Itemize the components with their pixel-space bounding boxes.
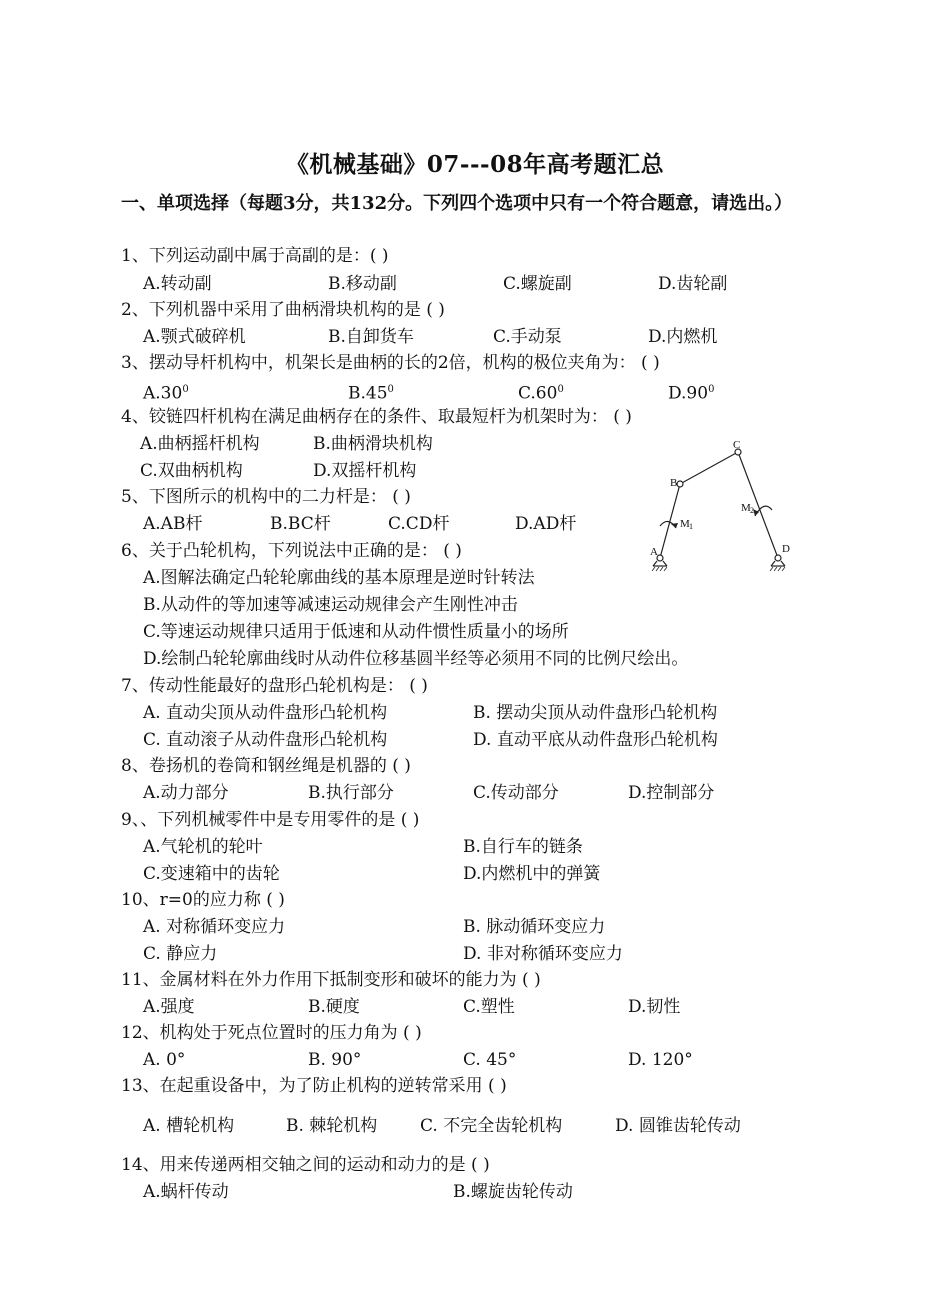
question-12-option-a: A. 0° bbox=[143, 1050, 186, 1070]
question-12-stem: 12、机构处于死点位置时的压力角为 ( ) bbox=[121, 1023, 422, 1043]
four-bar-linkage-diagram bbox=[640, 438, 800, 578]
label-d: D bbox=[782, 543, 790, 555]
question-14-option-b: B.螺旋齿轮传动 bbox=[453, 1182, 573, 1202]
question-12-option-b: B. 90° bbox=[308, 1050, 362, 1070]
degree-superscript: 0 bbox=[387, 384, 394, 395]
question-9-option-a: A.气轮机的轮叶 bbox=[143, 837, 263, 857]
question-14-stem: 14、用来传递两相交轴之间的运动和动力的是 ( ) bbox=[121, 1155, 490, 1175]
question-10-option-a: A. 对称循环变应力 bbox=[143, 917, 286, 937]
question-9-stem: 9、、下列机械零件中是专用零件的是 ( ) bbox=[121, 810, 420, 830]
question-2-option-b: B.自卸货车 bbox=[328, 327, 414, 347]
question-13-stem: 13、在起重设备中，为了防止机构的逆转常采用 ( ) bbox=[121, 1076, 507, 1096]
question-7-option-a: A. 直动尖顶从动件盘形凸轮机构 bbox=[143, 703, 388, 723]
question-6-option-b: B.从动件的等加速等减速运动规律会产生刚性冲击 bbox=[143, 595, 518, 615]
question-7-option-c: C. 直动滚子从动件盘形凸轮机构 bbox=[143, 730, 388, 750]
label-a: A bbox=[650, 546, 658, 558]
label-m2: M bbox=[741, 502, 751, 514]
question-7-stem: 7、传动性能最好的盘形凸轮机构是： ( ) bbox=[121, 676, 428, 696]
label-m1-sub: 1 bbox=[689, 522, 693, 531]
question-10-option-b: B. 脉动循环变应力 bbox=[463, 917, 606, 937]
question-9-option-d: D.内燃机中的弹簧 bbox=[463, 864, 601, 884]
question-5-stem: 5、下图所示的机构中的二力杆是： ( ) bbox=[121, 487, 411, 507]
question-5-option-c: C.CD杆 bbox=[388, 514, 450, 534]
joint-d bbox=[775, 555, 781, 561]
label-b: B bbox=[670, 477, 678, 489]
question-13-option-a: A. 槽轮机构 bbox=[143, 1116, 235, 1136]
question-2-option-c: C.手动泵 bbox=[493, 327, 562, 347]
question-7-option-d: D. 直动平底从动件盘形凸轮机构 bbox=[473, 730, 718, 750]
question-5-option-b: B.BC杆 bbox=[270, 514, 331, 534]
label-c: C bbox=[733, 439, 741, 451]
joint-b bbox=[677, 481, 683, 487]
question-1-option-c: C.螺旋副 bbox=[503, 274, 572, 294]
question-11-stem: 11、金属材料在外力作用下抵制变形和破坏的能力为 ( ) bbox=[121, 970, 541, 990]
question-10-option-d: D. 非对称循环变应力 bbox=[463, 944, 623, 964]
question-8-option-a: A.动力部分 bbox=[143, 783, 229, 803]
question-5-option-a: A.AB杆 bbox=[143, 514, 203, 534]
question-6-option-d: D.绘制凸轮轮廓曲线时从动件位移基圆半经等必须用不同的比例尺绘出。 bbox=[143, 649, 689, 669]
question-8-option-b: B.执行部分 bbox=[308, 783, 394, 803]
question-4-option-d: D.双摇杆机构 bbox=[313, 461, 417, 481]
question-6-option-a: A.图解法确定凸轮轮廓曲线的基本原理是逆时针转法 bbox=[143, 568, 535, 588]
link-bc bbox=[680, 452, 738, 484]
question-5-option-d: D.AD杆 bbox=[515, 514, 577, 534]
question-10-option-c: C. 静应力 bbox=[143, 944, 218, 964]
question-3-option-a: $A.30^0$ bbox=[143, 383, 189, 404]
question-2-option-d: D.内燃机 bbox=[648, 327, 718, 347]
degree-superscript: 0 bbox=[708, 384, 715, 395]
question-11-option-a: A.强度 bbox=[143, 997, 195, 1017]
question-11-option-b: B.硬度 bbox=[308, 997, 360, 1017]
question-4-option-c: C.双曲柄机构 bbox=[140, 461, 243, 481]
question-13-option-c: C. 不完全齿轮机构 bbox=[420, 1116, 563, 1136]
question-8-option-d: D.控制部分 bbox=[628, 783, 715, 803]
question-1-option-d: D.齿轮副 bbox=[658, 274, 728, 294]
link-ab bbox=[660, 484, 680, 558]
question-10-stem: 10、r=0的应力称 ( ) bbox=[121, 890, 285, 910]
question-4-stem: 4、铰链四杆机构在满足曲柄存在的条件、取最短杆为机架时为： ( ) bbox=[121, 407, 632, 427]
question-11-option-c: C.塑性 bbox=[463, 997, 515, 1017]
question-9-option-b: B.自行车的链条 bbox=[463, 837, 583, 857]
label-m2-sub: 2 bbox=[750, 506, 754, 515]
question-9-option-c: C.变速箱中的齿轮 bbox=[143, 864, 280, 884]
question-8-option-c: C.传动部分 bbox=[473, 783, 559, 803]
question-1-stem: 1、下列运动副中属于高副的是：( ) bbox=[121, 246, 389, 266]
question-11-option-d: D.韧性 bbox=[628, 997, 681, 1017]
question-2-stem: 2、下列机器中采用了曲柄滑块机构的是 ( ) bbox=[121, 300, 445, 320]
question-7-option-b: B. 摆动尖顶从动件盘形凸轮机构 bbox=[473, 703, 718, 723]
question-3-option-b: $B.45^0$ bbox=[348, 383, 394, 404]
question-12-option-d: D. 120° bbox=[628, 1050, 693, 1070]
question-4-option-a: A.曲柄摇杆机构 bbox=[140, 434, 260, 454]
question-6-option-c: C.等速运动规律只适用于低速和从动件惯性质量小的场所 bbox=[143, 622, 569, 642]
moment-m2-arc bbox=[755, 506, 772, 516]
question-1-option-b: B.移动副 bbox=[328, 274, 397, 294]
section-heading: 一、单项选择（每题3分，共132分。下列四个选项中只有一个符合题意，请选出。） bbox=[121, 193, 793, 214]
question-1-option-a: A.转动副 bbox=[143, 274, 212, 294]
question-4-option-b: B.曲柄滑块机构 bbox=[313, 434, 433, 454]
degree-superscript: 0 bbox=[182, 384, 189, 395]
question-8-stem: 8、卷扬机的卷筒和钢丝绳是机器的 ( ) bbox=[121, 756, 411, 776]
question-3-option-c: $C.60^0$ bbox=[518, 383, 564, 404]
question-14-option-a: A.蜗杆传动 bbox=[143, 1182, 229, 1202]
page-title: 《机械基础》07---08年高考题汇总 bbox=[285, 151, 665, 178]
question-13-option-b: B. 棘轮机构 bbox=[286, 1116, 378, 1136]
question-3-option-d: $D.90^0$ bbox=[668, 383, 715, 404]
degree-superscript: 0 bbox=[557, 384, 564, 395]
question-6-stem: 6、关于凸轮机构，下列说法中正确的是： ( ) bbox=[121, 541, 462, 561]
label-m1: M bbox=[680, 518, 690, 530]
question-3-stem: 3、摆动导杆机构中，机架长是曲柄的长的2倍，机构的极位夹角为： ( ) bbox=[121, 353, 660, 373]
question-12-option-c: C. 45° bbox=[463, 1050, 517, 1070]
question-13-option-d: D. 圆锥齿轮传动 bbox=[615, 1116, 741, 1136]
question-2-option-a: A.颚式破碎机 bbox=[143, 327, 246, 347]
